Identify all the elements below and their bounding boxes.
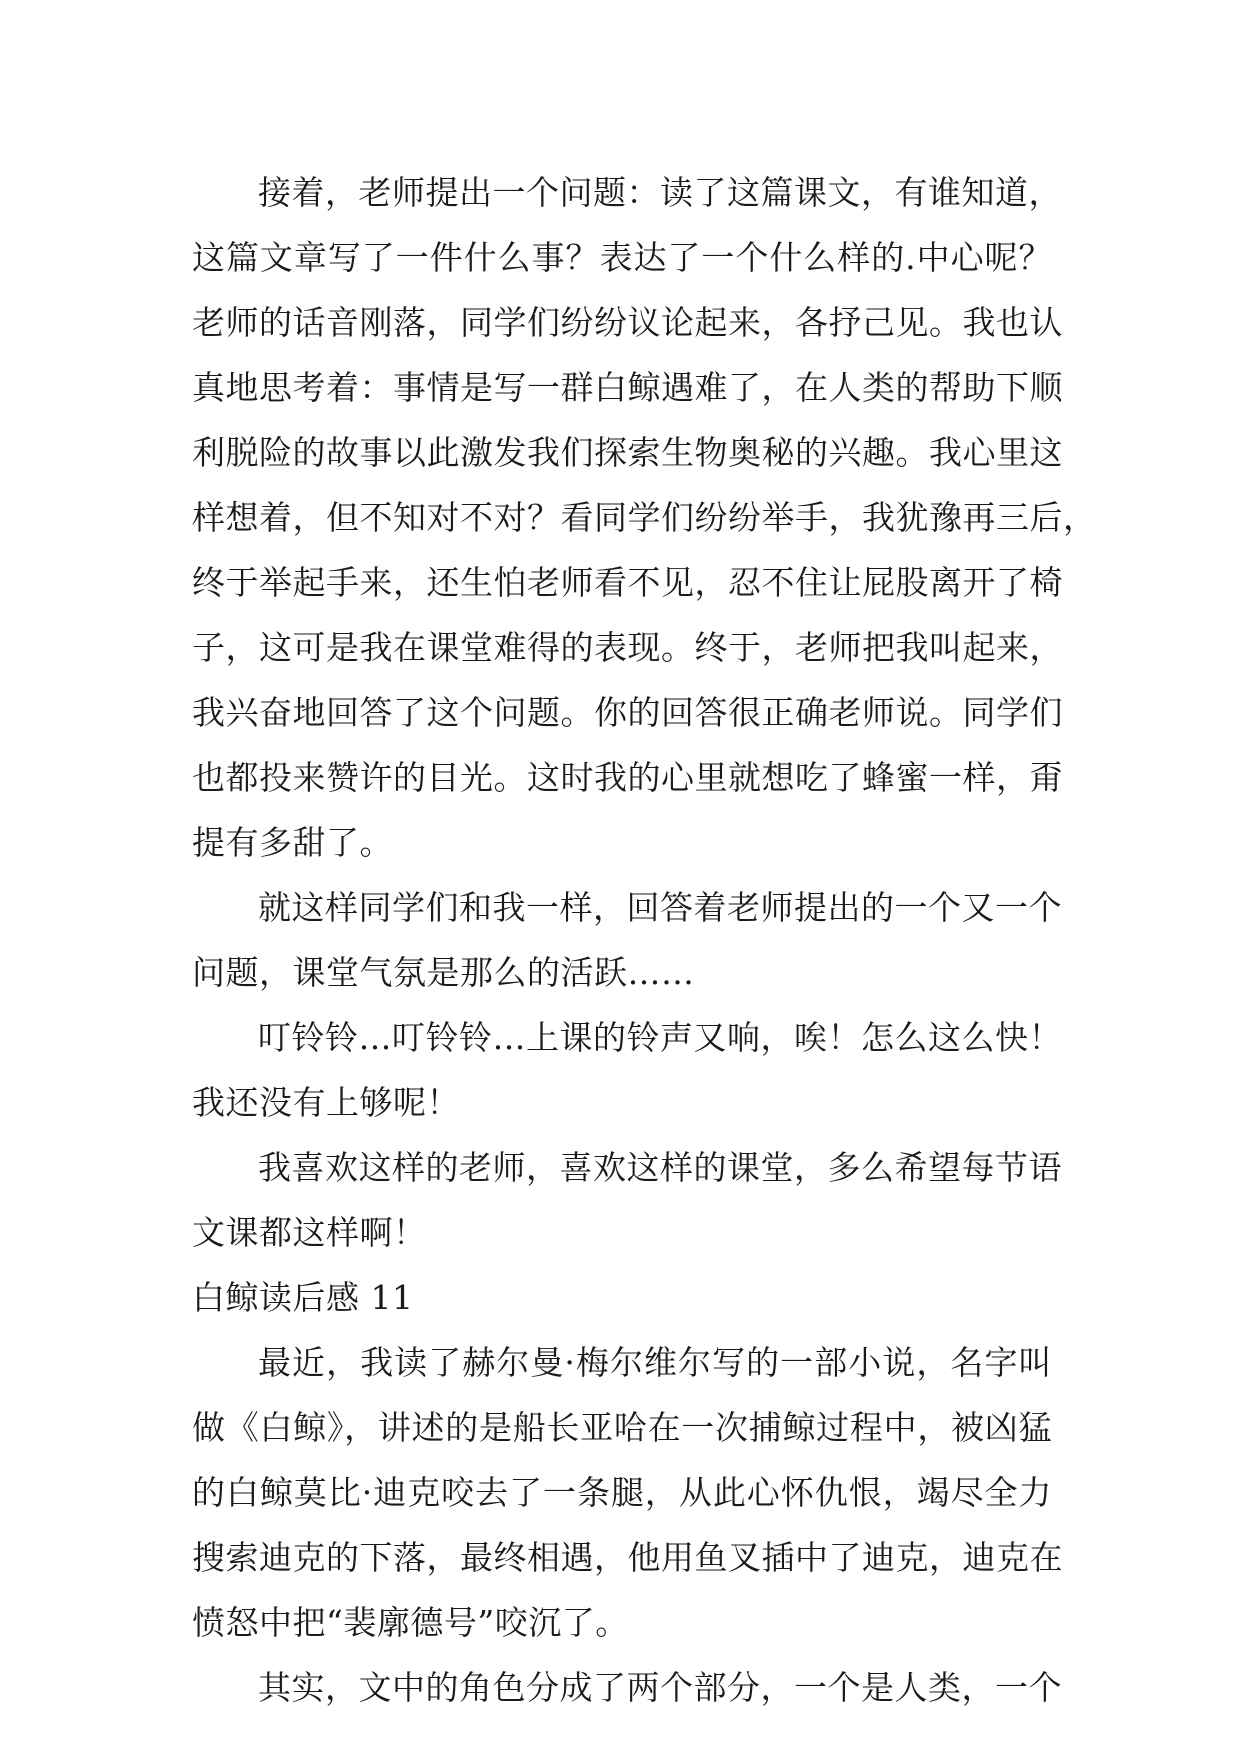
text-line: 终于举起手来，还生怕老师看不见，忍不住让屁股离开了椅 [192,563,1063,602]
text-line: 叮铃铃…叮铃铃…上课的铃声又响，唉！怎么这么快！ [258,1018,1062,1057]
text-line: 我兴奋地回答了这个问题。你的回答很正确老师说。同学们 [192,693,1063,732]
text-line: 最近，我读了赫尔曼·梅尔维尔写的一部小说，名字叫 [258,1343,1052,1382]
text-line: 提有多甜了。 [192,823,393,862]
text-line: 做《白鲸》，讲述的是船长亚哈在一次捕鲸过程中，被凶猛 [192,1408,1052,1447]
text-line: 利脱险的故事以此激发我们探索生物奥秘的兴趣。我心里这 [192,433,1063,472]
text-line: 的白鲸莫比·迪克咬去了一条腿，从此心怀仇恨，竭尽全力 [192,1473,1052,1512]
text-line: 其实，文中的角色分成了两个部分，一个是人类，一个 [258,1668,1062,1707]
text-line: 就这样同学们和我一样，回答着老师提出的一个又一个 [258,888,1062,927]
text-line: 老师的话音刚落，同学们纷纷议论起来，各抒己见。我也认 [192,303,1063,342]
text-line: 我喜欢这样的老师，喜欢这样的课堂，多么希望每节语 [258,1148,1062,1187]
text-line: 问题，课堂气氛是那么的活跃…… [192,953,695,992]
text-line: 真地思考着：事情是写一群白鲸遇难了，在人类的帮助下顺 [192,368,1063,407]
document-page [192,160,1097,1720]
section-heading: 白鲸读后感 11 [192,1278,414,1317]
text-line: 接着，老师提出一个问题：读了这篇课文，有谁知道， [258,173,1062,212]
text-line: 我还没有上够呢！ [192,1083,460,1122]
text-line: 也都投来赞许的目光。这时我的心里就想吃了蜂蜜一样，甭 [192,758,1063,797]
text-line: 愤怒中把“裴廓德号”咬沉了。 [192,1603,629,1642]
text-line: 这篇文章写了一件什么事？表达了一个什么样的.中心呢？ [192,238,1052,277]
text-line: 搜索迪克的下落，最终相遇，他用鱼叉插中了迪克，迪克在 [192,1538,1063,1577]
text-line: 样想着，但不知对不对？看同学们纷纷举手，我犹豫再三后， [192,498,1097,537]
text-line: 文课都这样啊！ [192,1213,427,1252]
text-line: 子，这可是我在课堂难得的表现。终于，老师把我叫起来， [192,628,1063,667]
